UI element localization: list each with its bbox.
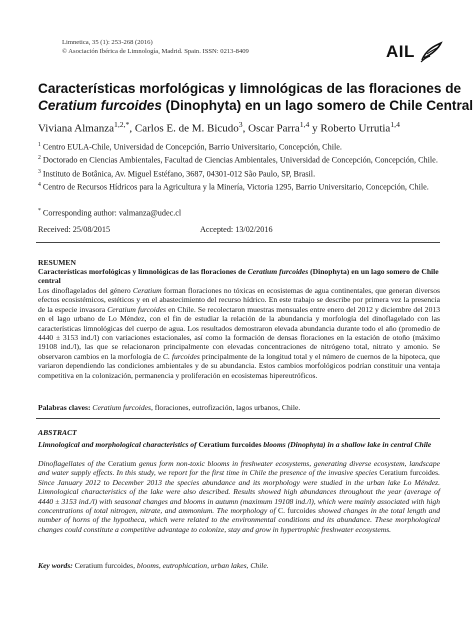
author-separator: y [309, 122, 321, 135]
author-name: Viviana Almanza [38, 122, 115, 135]
author-separator: , [242, 122, 249, 135]
affiliation: $^3$ Instituto de Botânica, Av. Miguel Estéfano, 3687, 04301-012 São Paulo, SP, Brasil. [38, 168, 316, 179]
ail-logo [386, 40, 444, 64]
palabras-claves: Palabras claves: Ceratium furcoides, floraciones, eutrofización, lagos urbanos, Chile. [38, 403, 301, 412]
corresponding-author: * Corresponding author: valmanza@udec.cl [38, 208, 182, 218]
affiliation: $^2$ Doctorado en Ciencias Ambientales, Facultad de Ciencias Ambientales, Universidad de Concepción, Concepción, Chile. [38, 155, 438, 166]
author-name: Carlos E. de M. Bicudo [134, 122, 239, 135]
resumen-body: Los dinoflagelados del género Ceratium forman floraciones no tóxicas en ecosistemas de agua continentales, que generan diversos efectos ecosistémicos, estéticos y en el abastecimiento del recurso hídrico. En este trabajo se describe por primera vez la presencia de la especie invasora Ceratium furcoides en Chile. Se recolectaron muestras mensuales entre enero del 2012 y diciembre del 2013 en el lago urbano de Lo Méndez, con el fin de estudiar la relación de la abundancia y morfología del dinoflagelado con las características limnológicas del cuerpo de agua. Los resultados demostraron elevada abundancia durante todo el año (promedio de 4440 ± 3153 ind./l) con variaciones estacionales, así como la formación de densas floraciones en la estación de otoño (máximo 19108 ind./l), las que se relacionaron principalmente con elevadas concentraciones de nitrógeno total, nitrato y amonio. Se observaron cambios en la morfología de C. furcoides principalmente de la longitud total y el número de cuernos de la hipoteca, que variaron dependiendo las condiciones ambientales y de su abundancia. Estos cambios morfológicos podrían constituir una ventaja competitiva en la colonización, permanencia y proliferación en ecosistemas hipereutróficos. [38, 286, 440, 380]
affiliation-list [38, 140, 442, 193]
article-title [38, 80, 474, 114]
abstract-heading: ABSTRACT [38, 428, 77, 437]
author-name: Roberto Urrutia [320, 122, 391, 135]
author-affiliation-ref: 1,4 [299, 120, 310, 129]
title-species: Ceratium furcoides [38, 98, 162, 113]
author-affiliation-ref: 3 [238, 120, 243, 129]
title-rest: (Dinophyta) en un lago somero de Chile Central [161, 98, 474, 113]
key-words: Key words: Ceratium furcoides, blooms, eutrophication, urban lakes, Chile. [38, 561, 269, 570]
received-date: Received: 25/08/2015 [38, 225, 111, 234]
journal-citation: Limnetica, 35 (1): 253-268 (2016) [62, 39, 153, 46]
logo-text: AIL [386, 42, 415, 61]
journal-header [62, 38, 249, 56]
author-list [38, 120, 400, 135]
author-name: Oscar Parra [248, 122, 300, 135]
author-affiliation-ref: 1,4 [390, 120, 400, 129]
affiliation: $^4$ Centro de Recursos Hídricos para la Agricultura y la Minería, Victoria 1295, Barrio Universitario, Concepción, Chile. [38, 181, 429, 192]
affiliation: $^1$ Centro EULA-Chile, Universidad de Concepción, Barrio Universitario, Concepción, Chile. [38, 142, 342, 152]
resumen-heading: RESUMEN [38, 258, 76, 267]
divider [36, 242, 440, 243]
abstract-body: Dinoflagellates of the Ceratium genus form non-toxic blooms in freshwater ecosystems, generating diverse ecosystem, landscape and water supply effects. In this study, we report for the first time in Chile the presence of the invasive species Ceratium furcoides. Since January 2012 to December 2013 the species abundance and its morphology were studied in the urban lake Lo Méndez. Limnological characteristics of the lake were also described. Results showed high abundances throughout the year (average of 4440 ± 3153 ind./l) with seasonal changes and blooms in autumn (maximum 19108 ind./l), which were mainly associated with high concentrations of total nitrogen, nitrate, and ammonium. The morphology of C. furcoides showed changes in the total length and number of horns of the hypotheca, which were related to the environmental conditions and its abundance. These morphological changes could constitute a competitive advantage to colonize, stay and grow in hypertrophic freshwater ecosystems. [38, 459, 440, 534]
leaf-swirl-icon [418, 40, 444, 64]
article-dates [38, 225, 438, 234]
author-separator: , [129, 122, 135, 135]
abstract-title: Limnological and morphological characteristics of Ceratium furcoides blooms (Dinophyta) in a shallow lake in central Chile [38, 440, 432, 449]
resumen-title: Características morfológicas y limnológicas de las floraciones de Ceratium furcoides (Dinophyta) en un lago somero de Chile central [38, 267, 439, 286]
journal-copyright: © Asociación Ibérica de Limnología, Madrid. Spain. ISSN: 0213-8409 [62, 48, 249, 55]
accepted-date: Accepted: 13/02/2016 [200, 225, 273, 234]
title-line-1: Características morfológicas y limnológicas de las floraciones de [38, 81, 462, 96]
author-affiliation-ref: 1,2,* [114, 120, 130, 129]
divider [36, 418, 440, 419]
title-line-2 [38, 97, 474, 114]
